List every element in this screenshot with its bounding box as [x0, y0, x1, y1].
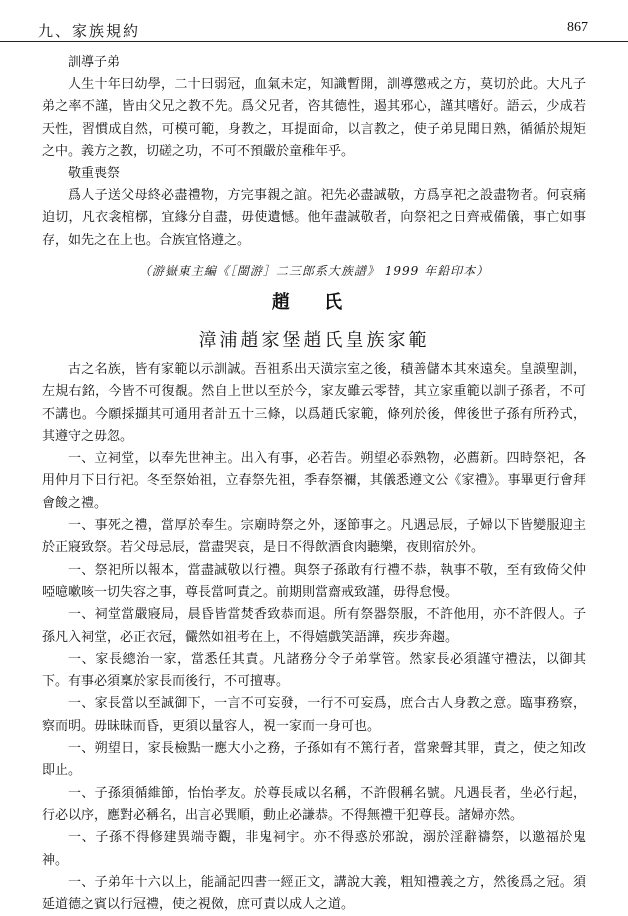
document-title: 漳浦趙家堡趙氏皇族家範 — [198, 330, 430, 351]
paragraph: 古之名族，皆有家範以示訓誠。吾祖系出天潢宗室之後，積善儲本其來遠矣。皇謨聖訓，左規右銘，今皆不可復覩。然自上世以至於今，家友雖云零替，其立家重範以訓子孫者，不可不講也。今願採擷其可通用者計五十三條，以爲趙氏家範，條列於後，俾後世子孫有所矜式，其遵守之毋忽。 — [42, 362, 586, 444]
section-heading: 九、家族規約 — [38, 22, 141, 40]
page-header — [0, 0, 628, 44]
paragraph: 一、祭祀所以報本，當盡誠敬以行禮。與祭子孫敢有行禮不恭，執事不敬，至有致倚父仲啞噫嗽咳一切失容之事，尊長當呵責之。前期則當齋戒致謹，毋得怠慢。 — [42, 562, 586, 600]
paragraph: 一、事死之禮，當厚於奉生。宗廟時祭之外，逐節事之。凡遇忌辰，子婦以下皆變服迎主於正寢致祭。若父母忌辰，當盡哭哀，是日不得飲酒食肉聽樂，夜則宿於外。 — [42, 518, 586, 556]
training-paragraph: 人生十年曰幼學，二十曰弱冠，血氣未定，知識暫開，訓導懲戒之方，莫切於此。大凡子弟之率不謹，皆由父兄之教不先。爲父兄者，咨其德性，遏其邪心，謹其嗜好。語云，少成若天性，習慣成自然，可模可範，身教之，耳提面命，以言教之，使子弟見聞日熟，循循於規矩之中。義方之教，切磋之功，不可不預嚴於童稚年乎。 — [42, 77, 586, 159]
family-rules-body — [42, 359, 586, 916]
funeral-paragraph: 爲人子送父母終必盡禮物，方完事親之誼。祀先必盡誠敬，方爲享祀之設盡物者。何哀痛迫切，凡衣衾棺槨，宜緣分自盡，毋使遺憾。他年盡誠敬者，向祭祀之日齊戒備儀，事亡如事存，如先之在上也。合族宜恪遵之。 — [42, 188, 586, 248]
page-number: 867 — [567, 20, 588, 35]
clan-title: 趙 氏 — [271, 292, 357, 313]
source-citation: （游嶽東主編《［閩游］二三郎系大族譜》 1999 年鉛印本） — [138, 264, 490, 278]
header-divider — [0, 41, 628, 42]
paragraph: 一、子孫不得修建異端寺觀，非鬼祠宇。亦不得惑於邪說，溺於淫辭禱祭，以邀福於鬼神。 — [42, 830, 586, 868]
paragraph: 一、朔望日，家長檢點一應大小之務，子孫如有不篤行者，當衆聲其罪，責之，使之知改即止。 — [42, 741, 586, 779]
subsection-title-training: 訓導子弟 — [68, 55, 121, 70]
paragraph: 一、祠堂當嚴寢局，晨昏皆當焚香致恭而退。所有祭器祭服，不許他用，亦不許假人。子孫凡入祠堂，必正衣冠，儼然如祖考在上，不得嬉戲笑語譁，疾步奔趨。 — [42, 607, 586, 645]
upper-content — [42, 52, 586, 252]
paragraph: 一、立祠堂，以奉先世神主。出入有事，必若告。朔望必忝熟物，必薦新。四時祭祀，各用仲月下日行祀。冬至祭始祖，立春祭先祖，季春祭禰，其儀悉遵文公《家禮》。事畢更行會拜會餕之禮。 — [42, 451, 586, 511]
paragraph: 一、家長當以至誠御下，一言不可妄發，一行不可妄爲，庶合古人身教之意。臨事務察，察而明。毋昧昧而昏，更須以量容人，視一家而一身可也。 — [42, 696, 586, 734]
paragraph: 一、子弟年十六以上，能誦記四書一經正文，講說大義，粗知禮義之方，然後爲之冠。須延道德之賓以行冠禮，使之視傚，庶可責以成人之道。 — [42, 874, 586, 913]
paragraph: 一、子孫須循維節，怡怡孝友。於尊長咸以名稱，不許假稱名號。凡遇長者，坐必行起，行必以序，應對必稱名，出言必巽順，動止必謙恭。不得無禮干犯尊長。諸婦亦然。 — [42, 785, 586, 823]
paragraph: 一、家長總治一家，當悉任其責。凡諸務分令子弟掌管。然家長必須謹守禮法，以御其下。有事必須稟於家長而後行，不可擅專。 — [42, 651, 586, 690]
subsection-title-funeral: 敬重喪祭 — [68, 166, 121, 182]
